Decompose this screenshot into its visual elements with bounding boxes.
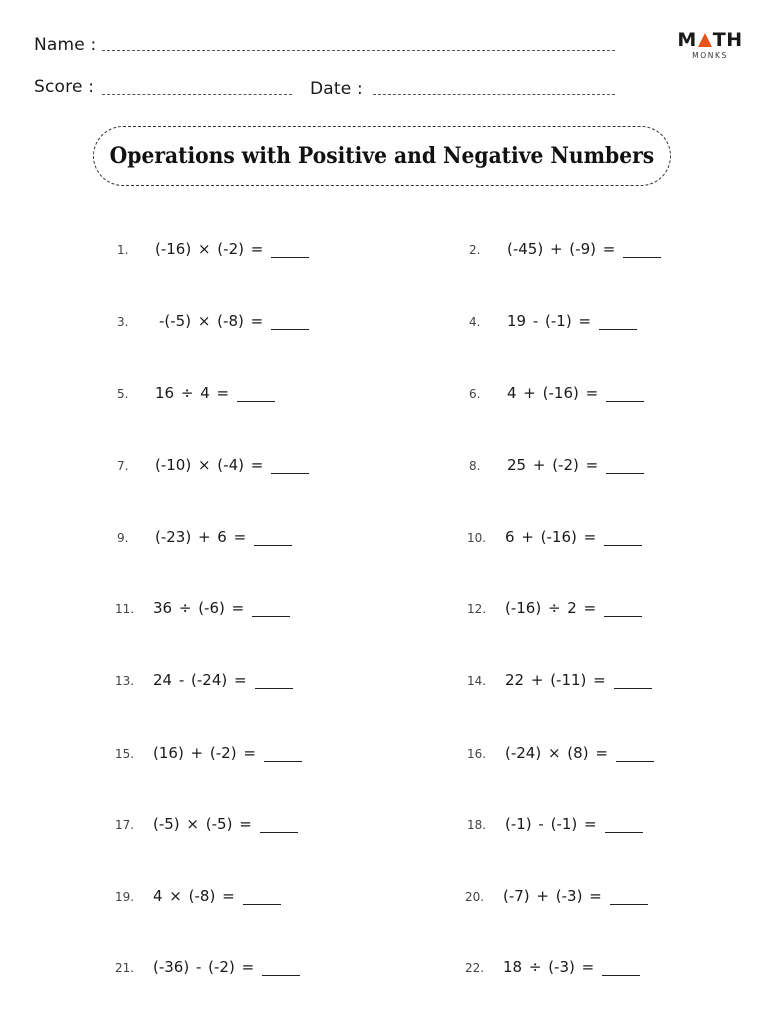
answer-blank[interactable]: [623, 256, 661, 258]
problem-expression: 22 + (-11) =: [505, 671, 606, 689]
problem-15: [115, 744, 302, 768]
problem-expression: 25 + (-2) =: [507, 456, 599, 474]
logo-subtext: MONKS: [692, 51, 728, 60]
problem-number: 11.: [115, 602, 135, 616]
answer-blank[interactable]: [604, 615, 642, 617]
problem-3: [117, 312, 309, 336]
problem-number: 7.: [117, 459, 129, 473]
problem-expression: (-10) × (-4) =: [155, 456, 264, 474]
answer-blank[interactable]: [237, 400, 275, 402]
problem-9: [117, 528, 292, 552]
problem-12: [467, 599, 642, 623]
problem-expression: (-36) - (-2) =: [153, 958, 255, 976]
problem-expression: (-5) × (-5) =: [153, 815, 252, 833]
problem-expression: (-24) × (8) =: [505, 744, 608, 762]
problem-expression: 6 + (-16) =: [505, 528, 597, 546]
problem-expression: (-1) - (-1) =: [505, 815, 597, 833]
score-label: Score :: [34, 77, 95, 97]
answer-blank[interactable]: [264, 760, 302, 762]
problem-18: [467, 815, 643, 839]
problem-number: 21.: [115, 961, 135, 975]
answer-blank[interactable]: [604, 544, 642, 546]
problem-number: 1.: [117, 243, 129, 257]
problem-number: 18.: [467, 818, 487, 832]
problem-expression: 36 ÷ (-6) =: [153, 599, 245, 617]
answer-blank[interactable]: [616, 760, 654, 762]
problem-20: [465, 887, 648, 911]
answer-blank[interactable]: [260, 831, 298, 833]
problem-10: [467, 528, 642, 552]
problem-expression: (-45) + (-9) =: [507, 240, 616, 258]
answer-blank[interactable]: [606, 400, 644, 402]
name-label: Name :: [34, 35, 97, 55]
problem-expression: 4 × (-8) =: [153, 887, 235, 905]
problem-expression: 19 - (-1) =: [507, 312, 592, 330]
problem-14: [467, 671, 652, 695]
problem-number: 3.: [117, 315, 129, 329]
problem-number: 13.: [115, 674, 135, 688]
problem-8: [469, 456, 644, 480]
problem-number: 14.: [467, 674, 487, 688]
problem-number: 4.: [469, 315, 481, 329]
triangle-icon: [698, 33, 712, 47]
problem-17: [115, 815, 298, 839]
problem-number: 6.: [469, 387, 481, 401]
date-field[interactable]: [373, 94, 615, 95]
problem-6: [469, 384, 644, 408]
answer-blank[interactable]: [254, 544, 292, 546]
problem-number: 5.: [117, 387, 129, 401]
problem-expression: -(-5) × (-8) =: [159, 312, 264, 330]
answer-blank[interactable]: [599, 328, 637, 330]
problem-number: 20.: [465, 890, 485, 904]
problem-expression: 24 - (-24) =: [153, 671, 247, 689]
problem-number: 22.: [465, 961, 485, 975]
answer-blank[interactable]: [243, 903, 281, 905]
answer-blank[interactable]: [271, 472, 309, 474]
answer-blank[interactable]: [605, 831, 643, 833]
problem-number: 16.: [467, 747, 487, 761]
problem-number: 9.: [117, 531, 129, 545]
problem-number: 2.: [469, 243, 481, 257]
worksheet-title: Operations with Positive and Negative Numbers: [109, 143, 655, 169]
problem-11: [115, 599, 290, 623]
problem-number: 19.: [115, 890, 135, 904]
logo-text-left: M: [677, 29, 697, 51]
answer-blank[interactable]: [602, 974, 640, 976]
score-field[interactable]: [102, 94, 292, 95]
problem-expression: (-23) + 6 =: [155, 528, 247, 546]
math-monks-logo: [677, 29, 743, 60]
problem-expression: (16) + (-2) =: [153, 744, 256, 762]
problem-number: 8.: [469, 459, 481, 473]
problem-2: [469, 240, 661, 264]
answer-blank[interactable]: [255, 687, 293, 689]
answer-blank[interactable]: [252, 615, 290, 617]
problem-5: [117, 384, 275, 408]
title-banner: [93, 126, 671, 186]
answer-blank[interactable]: [614, 687, 652, 689]
answer-blank[interactable]: [271, 328, 309, 330]
problem-number: 17.: [115, 818, 135, 832]
problem-expression: 4 + (-16) =: [507, 384, 599, 402]
answer-blank[interactable]: [610, 903, 648, 905]
answer-blank[interactable]: [262, 974, 300, 976]
problem-expression: (-7) + (-3) =: [503, 887, 602, 905]
problem-number: 15.: [115, 747, 135, 761]
problem-number: 10.: [467, 531, 487, 545]
problem-number: 12.: [467, 602, 487, 616]
problem-expression: (-16) ÷ 2 =: [505, 599, 597, 617]
answer-blank[interactable]: [271, 256, 309, 258]
problem-7: [117, 456, 309, 480]
problem-21: [115, 958, 300, 982]
name-field[interactable]: [102, 50, 615, 51]
logo-text-right: TH: [712, 29, 743, 51]
problem-19: [115, 887, 281, 911]
problem-4: [469, 312, 637, 336]
problem-expression: (-16) × (-2) =: [155, 240, 264, 258]
problem-22: [465, 958, 640, 982]
problem-16: [467, 744, 654, 768]
answer-blank[interactable]: [606, 472, 644, 474]
problem-expression: 18 ÷ (-3) =: [503, 958, 595, 976]
problem-expression: 16 ÷ 4 =: [155, 384, 230, 402]
problem-13: [115, 671, 293, 695]
problem-1: [117, 240, 309, 264]
date-label: Date :: [310, 79, 363, 99]
